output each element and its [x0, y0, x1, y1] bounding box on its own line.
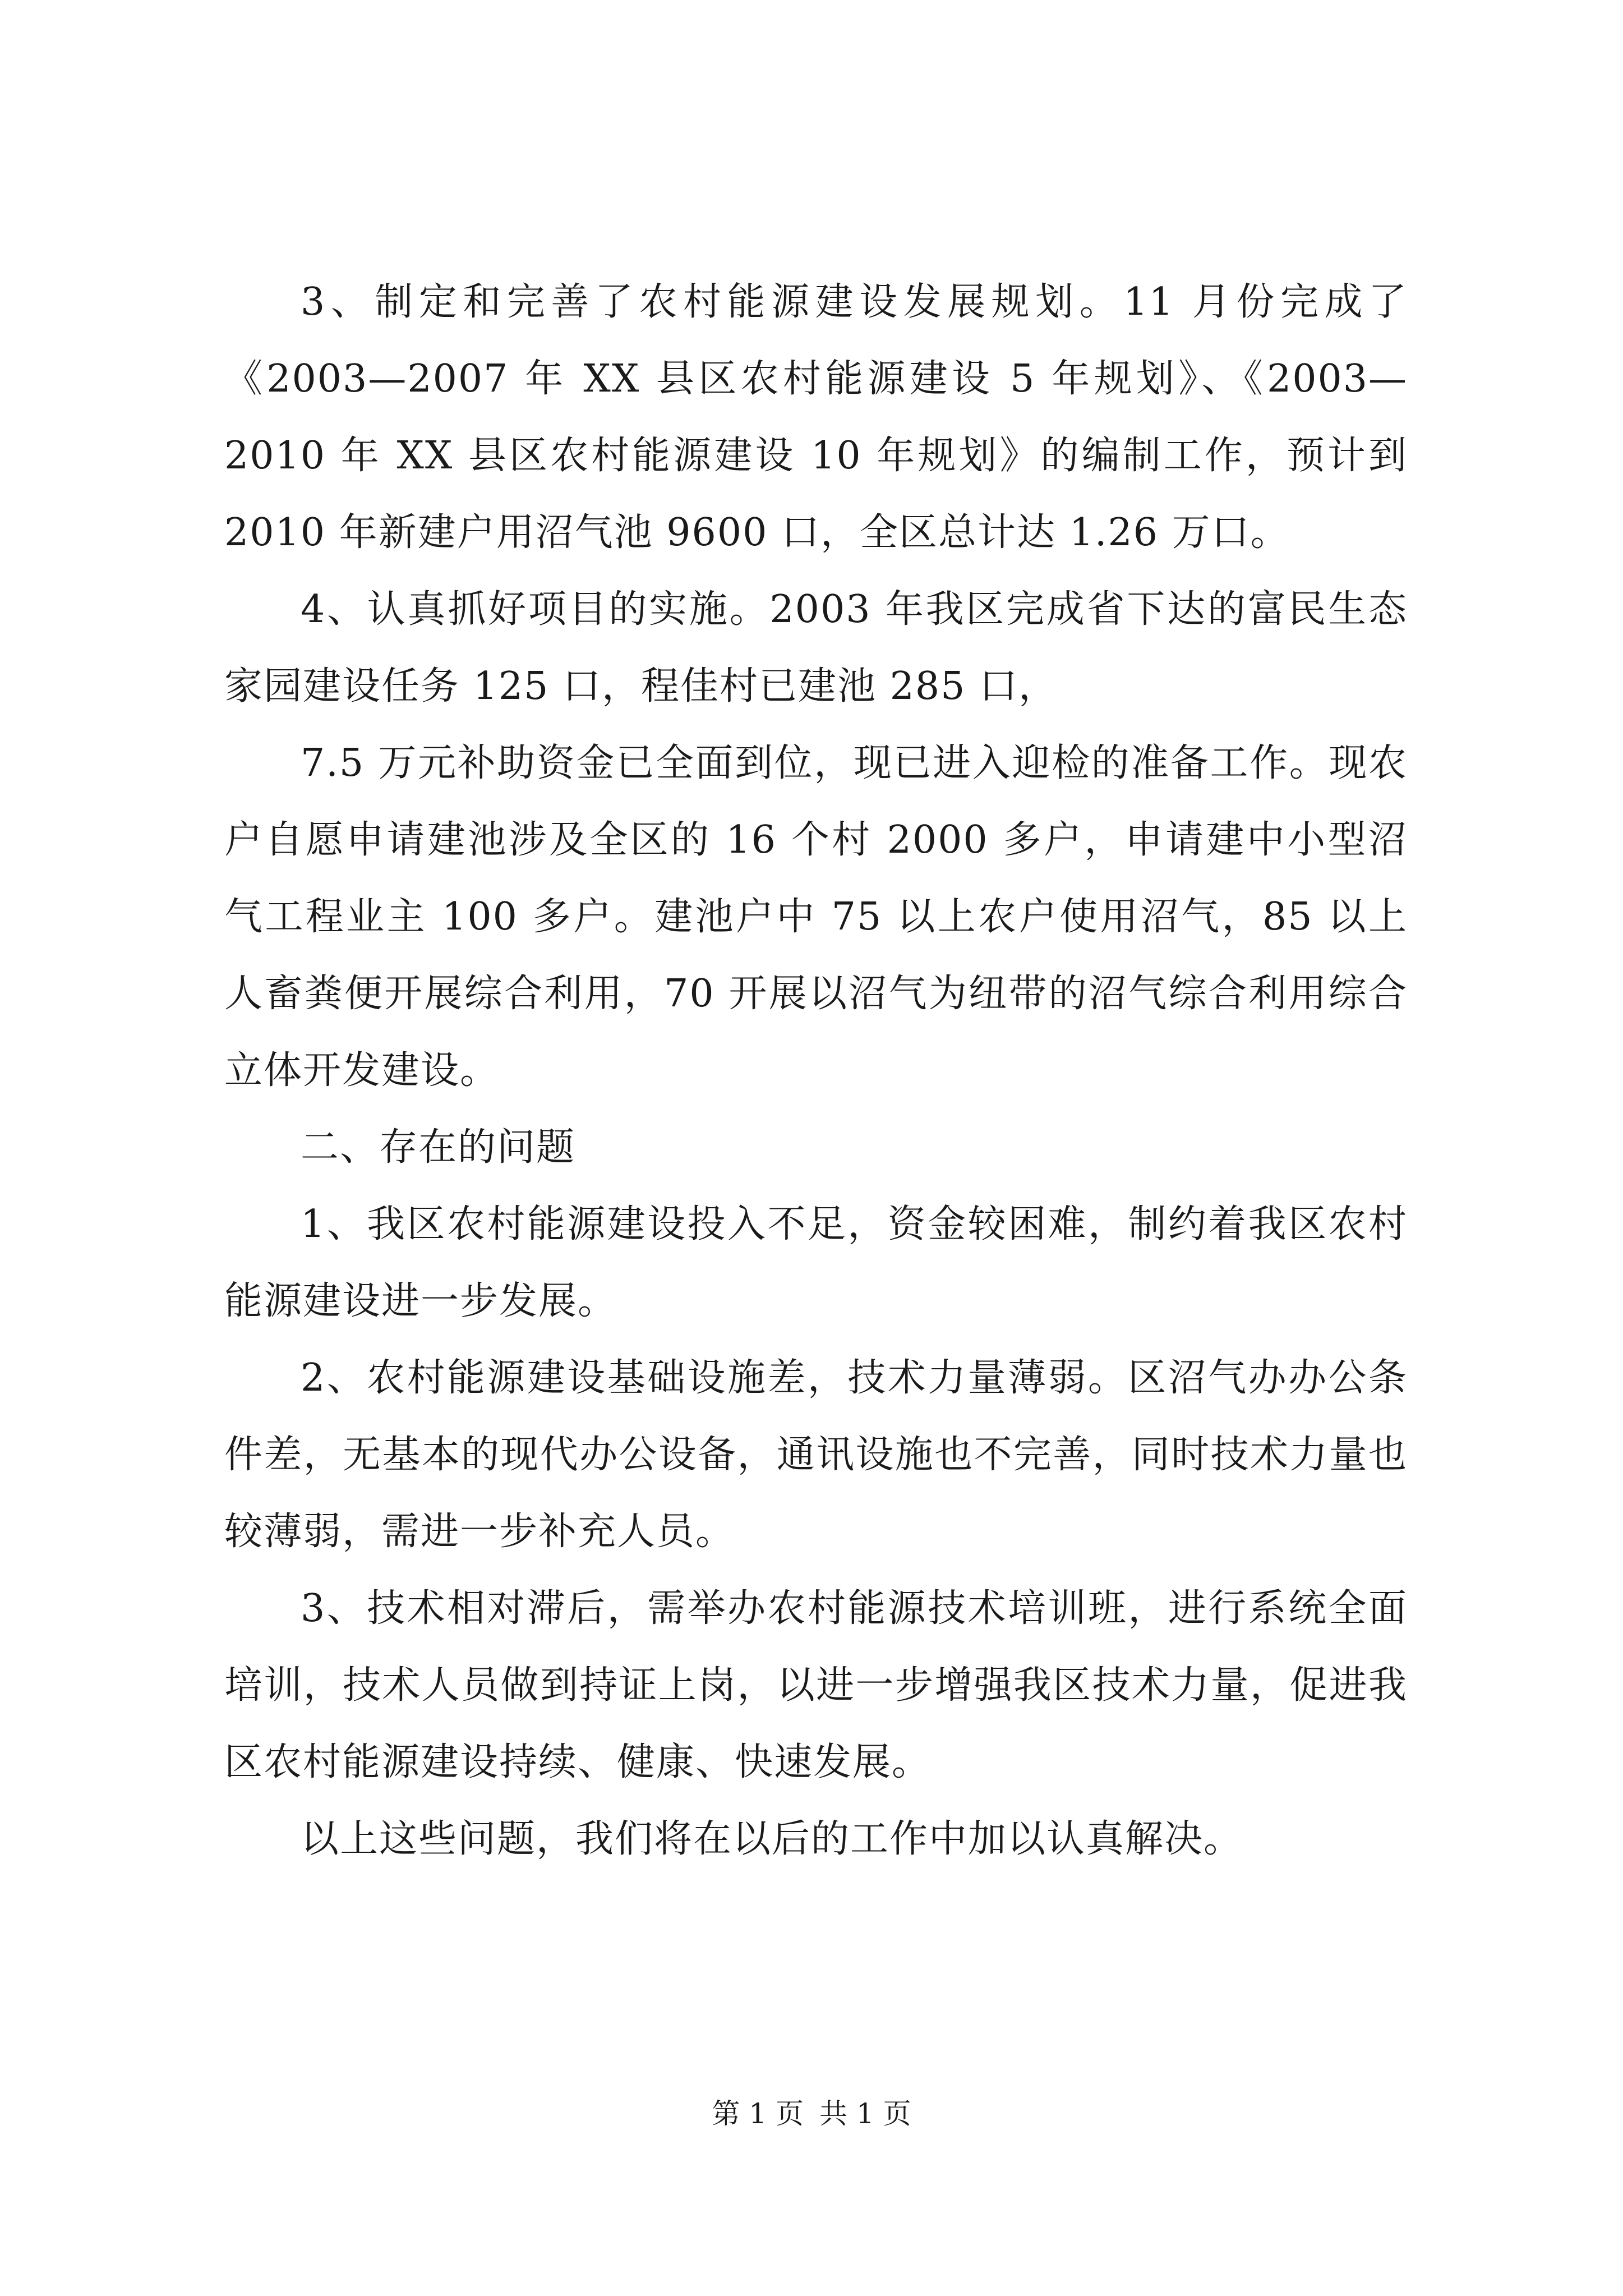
paragraph-problem-1: 1、我区农村能源建设投入不足，资金较困难，制约着我区农村能源建设进一步发展。	[224, 1202, 1408, 1323]
paragraph-project-implementation: 4、认真抓好项目的实施。2003 年我区完成省下达的富民生态家园建设任务 125 口，程佳村已建池 285 口，	[224, 587, 1408, 708]
section-heading-problems: 二、存在的问题	[301, 1125, 576, 1170]
page-footer	[0, 2097, 1623, 2131]
paragraph-planning: 3、制定和完善了农村能源建设发展规划。11 月份完成了《2003—2007 年 XX 县区农村能源建设 5 年规划》、《2003—2010 年 XX 县区农村能源建设 10 年规划》的编制工作，预计到 2010 年新建户用沼气池 9600 口，全区总计达 1.26 万口。	[224, 280, 1408, 555]
paragraph-problem-2: 2、农村能源建设基础设施差，技术力量薄弱。区沼气办办公条件差，无基本的现代办公设备，通讯设施也不完善，同时技术力量也较薄弱，需进一步补充人员。	[224, 1356, 1408, 1554]
page-number: 第 1 页	[712, 2097, 804, 2130]
paragraph-subsidy-funds: 7.5 万元补助资金已全面到位，现已进入迎检的准备工作。现农户自愿申请建池涉及全区的 16 个村 2000 多户，申请建中小型沼气工程业主 100 多户。建池户中 75 以上农户使用沼气，85 以上人畜粪便开展综合利用，70 开展以沼气为纽带的沼气综合利用综合立体开发建设。	[224, 741, 1408, 1093]
paragraph-problem-3: 3、技术相对滞后，需举办农村能源技术培训班，进行系统全面培训，技术人员做到持证上岗，以进一步增强我区技术力量，促进我区农村能源建设持续、健康、快速发展。	[224, 1586, 1408, 1784]
document-body	[224, 264, 1408, 1878]
page-total: 共 1 页	[819, 2097, 911, 2130]
paragraph-conclusion: 以上这些问题，我们将在以后的工作中加以认真解决。	[301, 1817, 1243, 1861]
